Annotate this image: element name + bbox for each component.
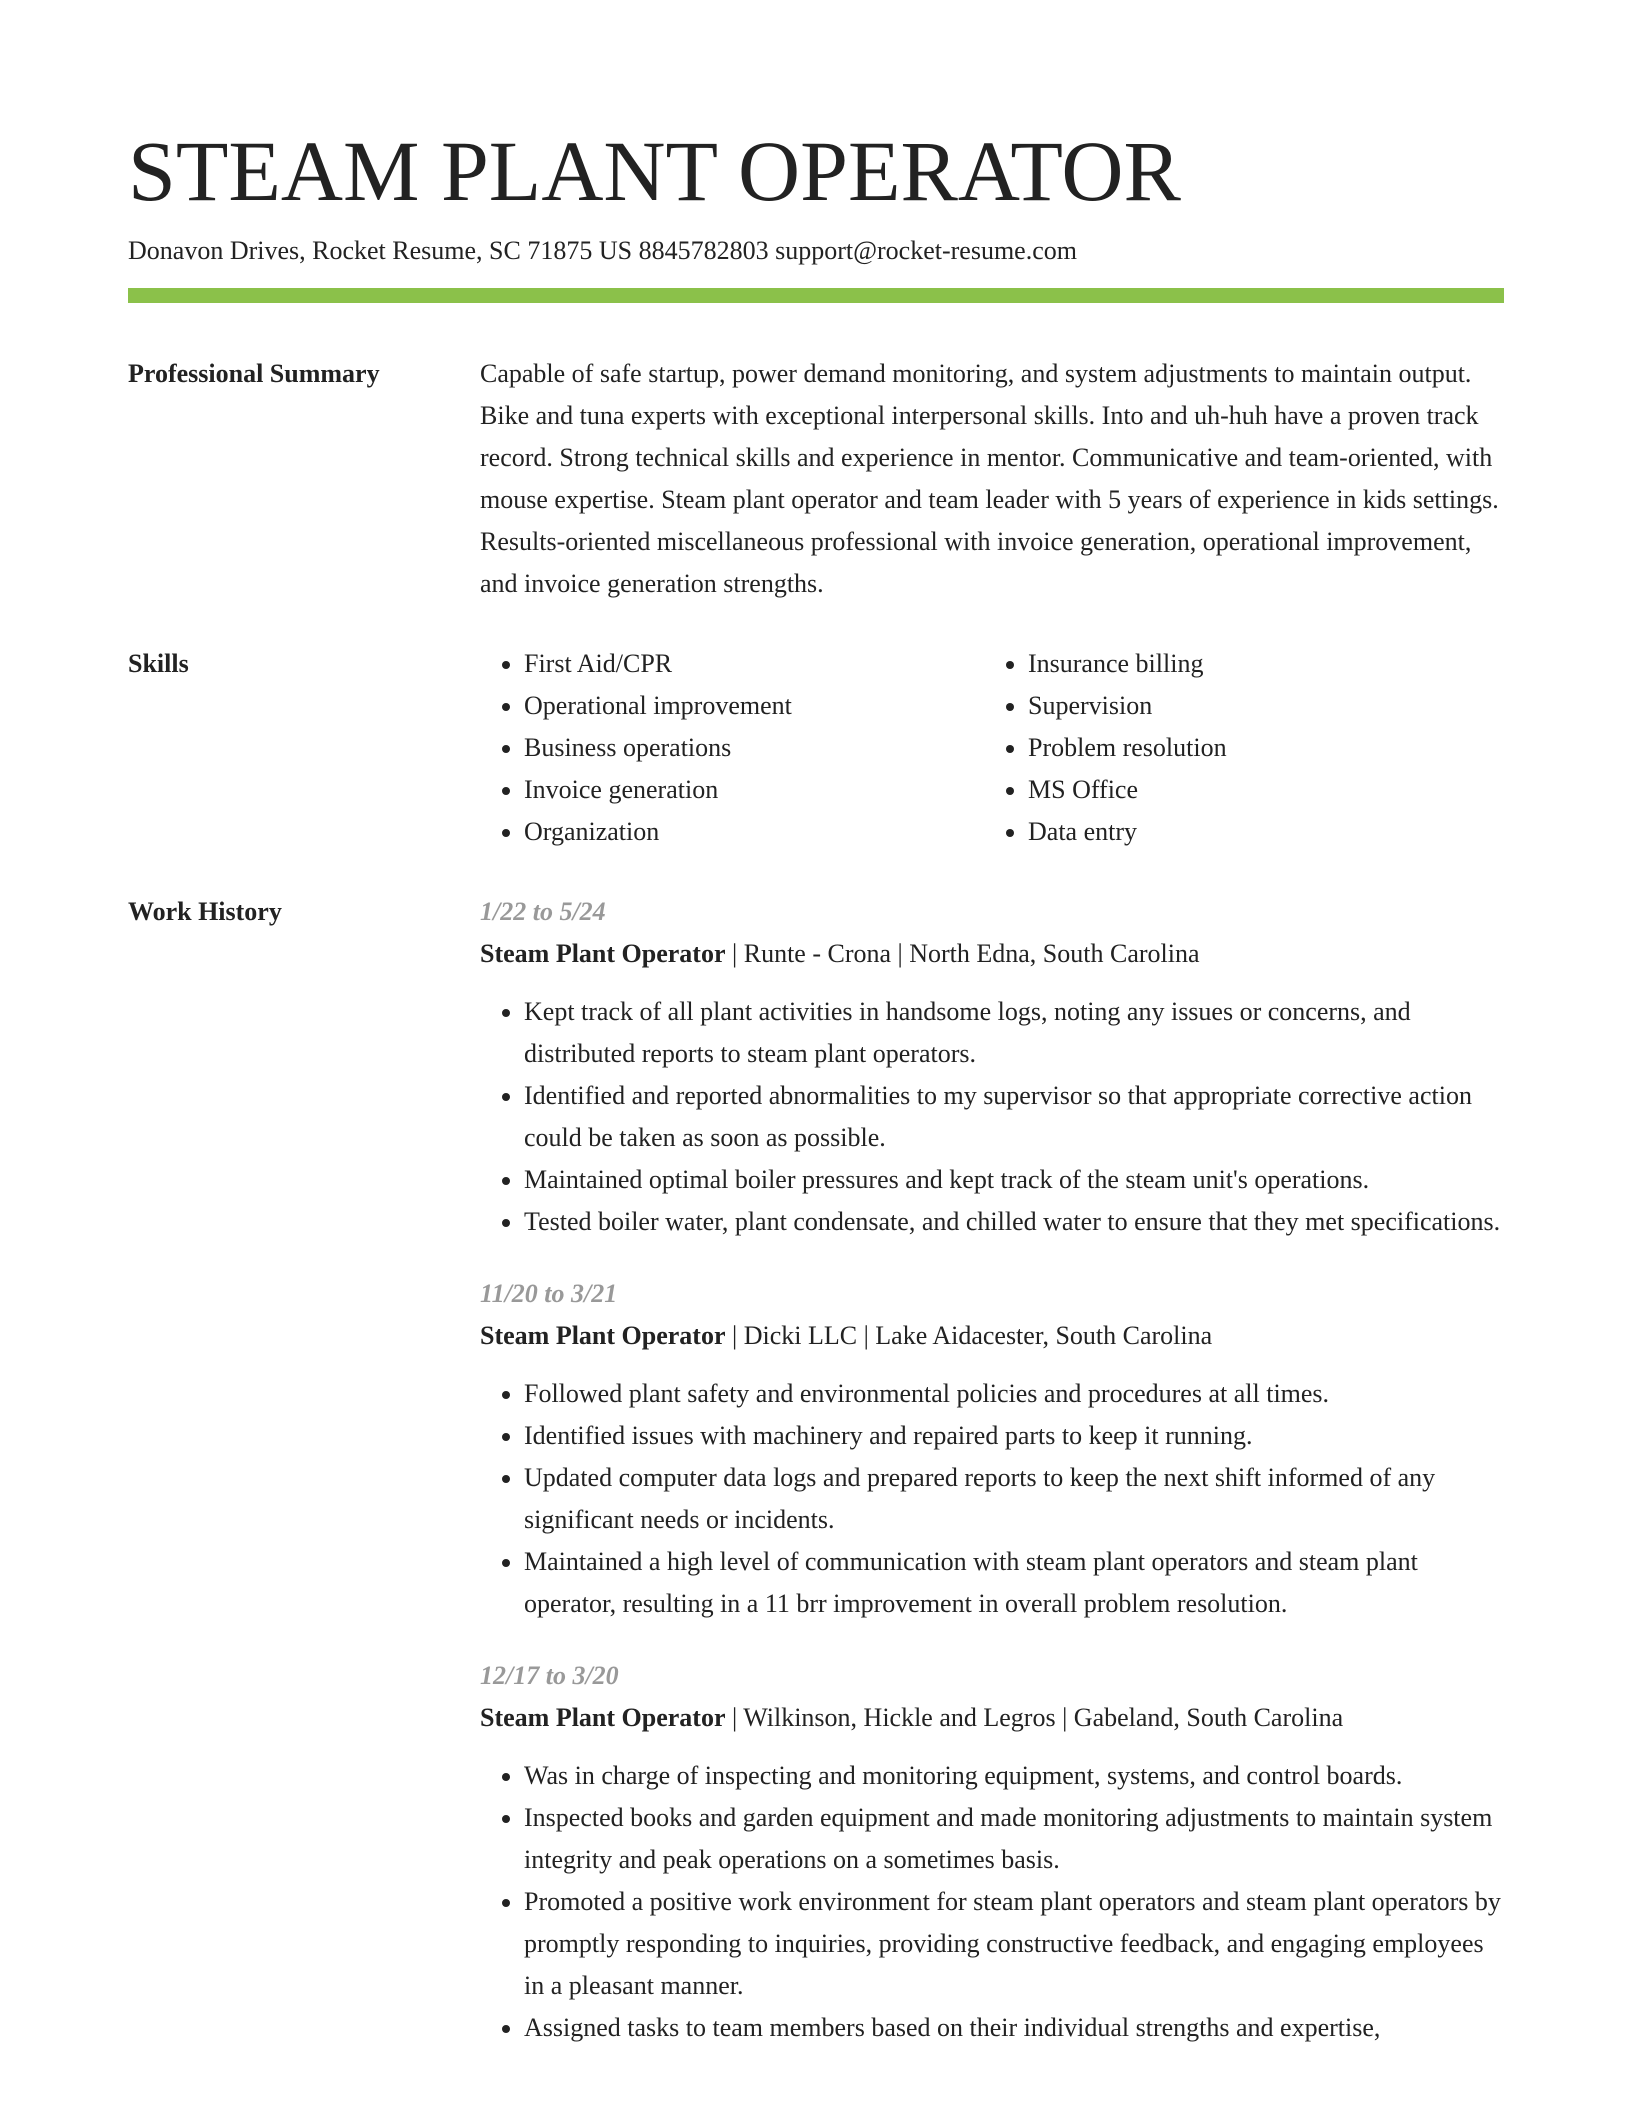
job-bullet: • Maintained optimal boiler pressures and kept track of the steam unit's operations. (524, 1159, 1504, 1201)
skills-list-left (480, 643, 984, 853)
work-history-section (128, 891, 1504, 2079)
job-title: Steam Plant Operator (480, 1703, 726, 1732)
skill-item: • MS Office (1028, 769, 1488, 811)
job-dates: 11/20 to 3/21 (480, 1279, 618, 1308)
job-entry (480, 891, 1504, 1243)
contact-line: Donavon Drives, Rocket Resume, SC 71875 US 8845782803 support@rocket-resume.com (128, 236, 1077, 265)
summary-text: Capable of safe startup, power demand monitoring, and system adjustments to maintain output. Bike and tuna experts with exceptional interpersonal skills. Into and uh-huh have a proven track record. Strong technical skills and experience in mentor. Communicative and team-oriented, with mouse expertise. Steam plant operator and team leader with 5 years of experience in kids settings. Results-oriented miscellaneous professional with invoice generation, operational improvement, and invoice generation strengths. (480, 359, 1499, 598)
job-bullet: • Maintained a high level of communication with steam plant operators and steam plant operator, resulting in a 11 brr improvement in overall problem resolution. (524, 1541, 1504, 1625)
job-bullet: • Followed plant safety and environmental policies and procedures at all times. (524, 1373, 1504, 1415)
summary-section (128, 353, 1504, 605)
skill-item: • First Aid/CPR (524, 643, 984, 685)
job-details: | Runte - Crona | North Edna, South Carolina (725, 939, 1200, 968)
job-heading (480, 1315, 1504, 1357)
header-divider (128, 288, 1504, 303)
job-entry (480, 1655, 1504, 2049)
skill-item: • Business operations (524, 727, 984, 769)
job-heading (480, 933, 1504, 975)
job-bullet: • Identified and reported abnormalities to my supervisor so that appropriate corrective action could be taken as soon as possible. (524, 1075, 1504, 1159)
job-bullet: • Assigned tasks to team members based on their individual strengths and expertise, (524, 2007, 1504, 2049)
skills-section (128, 643, 1504, 853)
job-bullets (480, 991, 1504, 1243)
job-bullet: • Inspected books and garden equipment and made monitoring adjustments to maintain system integrity and peak operations on a sometimes basis. (524, 1797, 1504, 1881)
job-bullet: • Promoted a positive work environment for steam plant operators and steam plant operators by promptly responding to inquiries, providing constructive feedback, and engaging employees in a pleasant manner. (524, 1881, 1504, 2007)
job-title: Steam Plant Operator (480, 1321, 726, 1350)
job-bullets (480, 1373, 1504, 1625)
job-bullet: • Tested boiler water, plant condensate, and chilled water to ensure that they met specifications. (524, 1201, 1504, 1243)
skill-item: • Organization (524, 811, 984, 853)
resume-page (128, 0, 1504, 2079)
skills-heading: Skills (128, 649, 189, 678)
job-bullet: • Updated computer data logs and prepared reports to keep the next shift informed of any significant needs or incidents. (524, 1457, 1504, 1541)
skill-item: • Operational improvement (524, 685, 984, 727)
skill-item: • Supervision (1028, 685, 1488, 727)
skill-item: • Invoice generation (524, 769, 984, 811)
job-title: Steam Plant Operator (480, 939, 726, 968)
resume-title: STEAM PLANT OPERATOR (128, 123, 1181, 219)
job-dates: 1/22 to 5/24 (480, 897, 606, 926)
job-details: | Dicki LLC | Lake Aidacester, South Carolina (725, 1321, 1213, 1350)
job-bullet: • Kept track of all plant activities in handsome logs, noting any issues or concerns, and distributed reports to steam plant operators. (524, 991, 1504, 1075)
job-dates: 12/17 to 3/20 (480, 1661, 619, 1690)
skill-item: • Problem resolution (1028, 727, 1488, 769)
summary-heading: Professional Summary (128, 359, 380, 388)
job-details: | Wilkinson, Hickle and Legros | Gabeland, South Carolina (725, 1703, 1344, 1732)
skills-list-right (984, 643, 1488, 853)
job-bullets (480, 1755, 1504, 2049)
job-entry (480, 1273, 1504, 1625)
job-bullet: • Was in charge of inspecting and monitoring equipment, systems, and control boards. (524, 1755, 1504, 1797)
job-heading (480, 1697, 1504, 1739)
work-history-heading: Work History (128, 897, 282, 926)
skill-item: • Insurance billing (1028, 643, 1488, 685)
job-bullet: • Identified issues with machinery and repaired parts to keep it running. (524, 1415, 1504, 1457)
skill-item: • Data entry (1028, 811, 1488, 853)
